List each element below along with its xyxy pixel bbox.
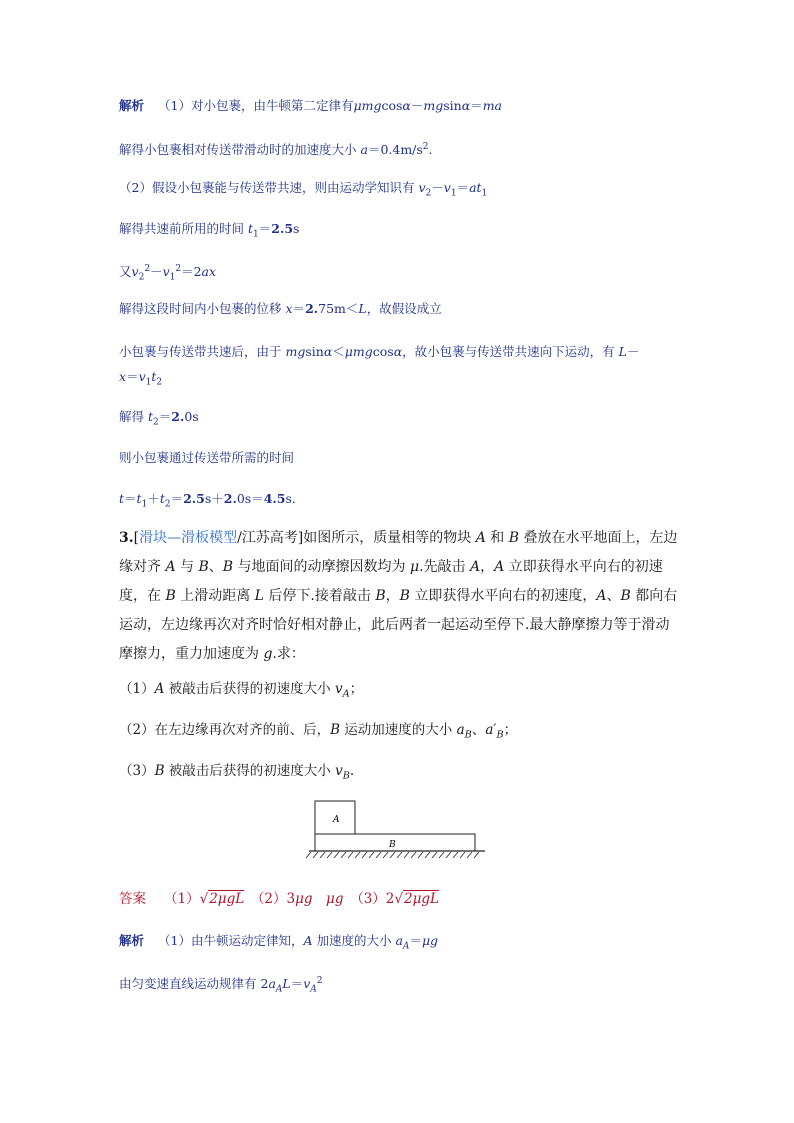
solution-line-10: $t=t_1+t_2=2.5s+2.0s=4.5s$.: [119, 491, 296, 510]
solution-line-2: 解得小包裹相对传送带滑动时的加速度大小 $a=0.4m/s^2$.: [119, 142, 433, 158]
hatch-mark: [404, 852, 409, 858]
hatch-mark: [446, 852, 451, 858]
hatch-mark: [425, 852, 430, 858]
question-number: 3.: [119, 530, 134, 546]
hatch-mark: [320, 852, 325, 858]
answer-sqrt-1: √2μgL: [199, 891, 245, 907]
solution-line-7b: $x=v_1t_2$: [119, 369, 163, 388]
hatch-mark: [397, 852, 402, 858]
hatch-mark: [432, 852, 437, 858]
hatch-mark: [348, 852, 353, 858]
solution-line-9: 则小包裹通过传送带所需的时间: [119, 450, 295, 465]
answer-label: 答案: [119, 891, 146, 907]
solution2-line-2: 由匀变速直线运动规律有 $2a_AL=v_A^2$: [119, 976, 323, 995]
solution2-label: 解析: [119, 933, 145, 948]
hatch-mark: [313, 852, 318, 858]
question-source: /江苏高考]: [237, 530, 304, 546]
block-b-label: B: [389, 840, 396, 850]
hatch-mark: [418, 852, 423, 858]
question-3-sub2: （2）在左边缘再次对齐的前、后，B 运动加速度的大小 $a_B$、$a'_B$；: [119, 722, 518, 741]
hatch-mark: [376, 852, 381, 858]
question-3-sub1: （1）A 被敲击后获得的初速度大小 $v_A$；: [119, 681, 364, 700]
topic-tag-link[interactable]: 滑块—滑板模型: [139, 530, 238, 546]
solution-line-3: （2）假设小包裹能与传送带共速，则由运动学知识有 $v_2-v_1=at_1$: [119, 180, 488, 199]
block-a-label: A: [333, 815, 340, 825]
solution-line-4: 解得共速前所用的时间 $t_1=2.5s$: [119, 221, 300, 240]
question-3-stem: 3.[滑块—滑板模型/江苏高考]如图所示，质量相等的物块 A 和 B 叠放在水平地面上，左边缘对齐 A 与 B、B 与地面间的动摩擦因数均为 μ.先敲击 A，A 立即获得水平向右的初速度，在 B 上滑动距离 L 后停下.接着敲击 B，B 立即获得水平向右的初速度，A、B 都向右运动，左边缘再次对齐时恰好相对静止，此后两者一起运动至停下.最大静摩擦力等于滑动摩擦力，重力加速度为 g.求：: [119, 530, 678, 662]
hatch-mark: [439, 852, 444, 858]
hatch-mark: [362, 852, 367, 858]
hatch-mark: [355, 852, 360, 858]
solution-line-5: 又$v_2^2-v_1^2=2ax$: [119, 264, 217, 283]
hatch-mark: [390, 852, 395, 858]
hatch-mark: [306, 852, 311, 858]
tag-bracket: [: [133, 530, 140, 546]
blocks-diagram: [305, 795, 490, 860]
solution-line-8: 解得 $t_2=2.0s$: [119, 409, 199, 428]
ground-hatch: [306, 852, 479, 858]
hatch-mark: [460, 852, 465, 858]
solution-label: 解析: [119, 98, 145, 113]
question-3-sub3: （3）B 被敲击后获得的初速度大小 $v_B$.: [119, 763, 355, 782]
hatch-mark: [383, 852, 388, 858]
hatch-mark: [334, 852, 339, 858]
hatch-mark: [474, 852, 479, 858]
answer-line: 答案 （1）√2μgL （2）3μg μg （3）2√2μgL: [119, 891, 439, 907]
solution2-line-1: 解析 （1）由牛顿运动定律知，A 加速度的大小 $a_A=\mu g$: [119, 933, 439, 952]
solution-line-7a: 小包裹与传送带共速后，由于 mgsinα＜μmgcosα，故小包裹与传送带共速向下运动，有 L－: [119, 344, 640, 359]
hatch-mark: [453, 852, 458, 858]
solution-line-6: 解得这段时间内小包裹的位移 x＝2.75m＜L，故假设成立: [119, 301, 442, 316]
hatch-mark: [467, 852, 472, 858]
hatch-mark: [411, 852, 416, 858]
hatch-mark: [327, 852, 332, 858]
hatch-mark: [341, 852, 346, 858]
answer-part1-prefix: （1）: [164, 891, 200, 907]
answer-sqrt-3: √2μgL: [394, 891, 439, 907]
hatch-mark: [369, 852, 374, 858]
solution-line-1: 解析 （1）对小包裹，由牛顿第二定律有μmgcosα－mgsinα＝ma: [119, 98, 502, 113]
